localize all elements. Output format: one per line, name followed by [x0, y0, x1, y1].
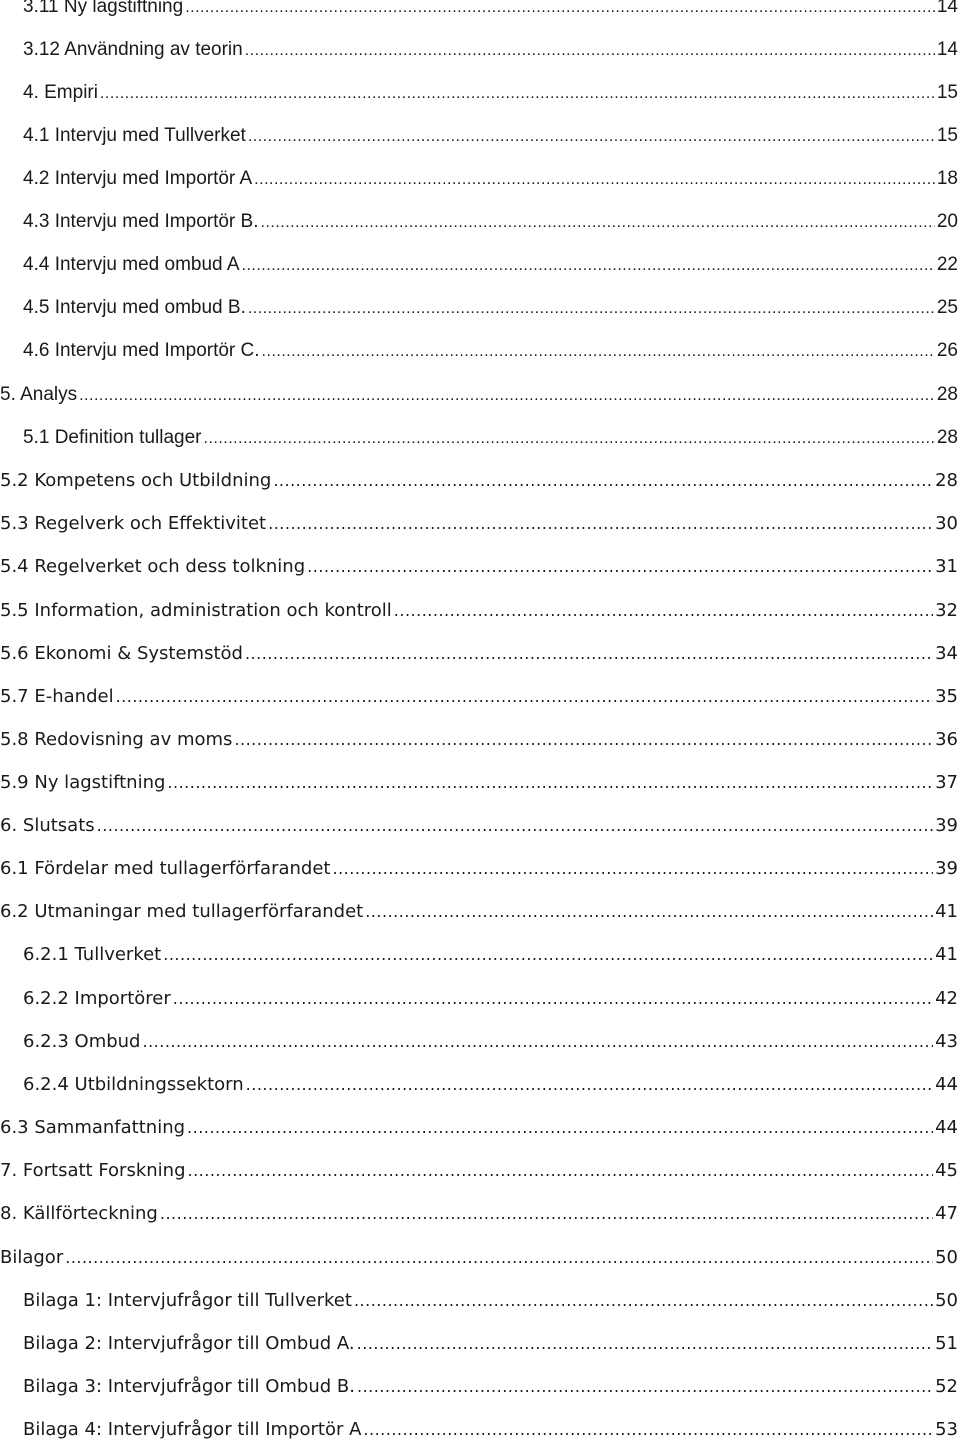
toc-leader-dots	[354, 1291, 933, 1310]
toc-page-number: 39	[935, 815, 958, 836]
toc-entry[interactable]	[0, 556, 960, 586]
toc-leader-dots	[167, 773, 933, 792]
toc-entry-label: 7. Fortsatt Forskning	[0, 1160, 186, 1181]
toc-page-number: 41	[935, 901, 958, 922]
toc-page-number: 28	[936, 427, 958, 448]
toc-page-number: 43	[935, 1031, 958, 1052]
toc-entry[interactable]	[0, 125, 960, 155]
toc-entry[interactable]	[0, 297, 960, 327]
toc-entry[interactable]	[0, 254, 960, 284]
toc-page-number: 34	[935, 643, 958, 664]
toc-leader-dots	[262, 343, 935, 361]
toc-leader-dots	[357, 1334, 933, 1353]
toc-page-number: 20	[936, 211, 958, 232]
toc-entry-label: 6.2 Utmaningar med tullagerförfarandet	[0, 901, 364, 922]
toc-entry-label: 6.2.3 Ombud	[23, 1031, 141, 1052]
toc-entry-label: 4.6 Intervju med Importör C.	[23, 340, 260, 361]
toc-entry-label: 4.2 Intervju med Importör A	[23, 168, 253, 189]
toc-page-number: 37	[935, 772, 958, 793]
toc-entry-label: 5. Analys	[0, 384, 78, 405]
toc-entry[interactable]	[0, 1074, 960, 1104]
toc-page-number: 32	[935, 600, 958, 621]
toc-entry-label: 5.1 Definition tullager	[23, 427, 202, 448]
toc-entry-label: 8. Källförteckning	[0, 1203, 158, 1224]
toc-leader-dots	[100, 85, 935, 103]
toc-page-number: 26	[936, 340, 958, 361]
toc-page-number: 35	[935, 686, 958, 707]
toc-entry-label: 6.3 Sammanfattning	[0, 1117, 186, 1138]
toc-page-number: 14	[936, 0, 958, 17]
toc-page-number: 41	[935, 944, 958, 965]
toc-leader-dots	[185, 0, 935, 17]
toc-entry[interactable]	[0, 39, 960, 69]
toc-entry-label: Bilaga 3: Intervjufrågor till Ombud B.	[23, 1376, 355, 1397]
toc-leader-dots	[97, 816, 933, 835]
toc-entry[interactable]	[0, 1290, 960, 1320]
toc-entry-label: 3.11 Ny lagstiftning	[23, 0, 184, 17]
toc-leader-dots	[248, 128, 935, 146]
toc-entry[interactable]	[0, 729, 960, 759]
toc-leader-dots	[332, 859, 933, 878]
toc-entry[interactable]	[0, 686, 960, 716]
toc-page-number: 30	[935, 513, 958, 534]
toc-leader-dots	[188, 1161, 934, 1180]
toc-entry[interactable]	[0, 1117, 960, 1147]
toc-leader-dots	[268, 514, 933, 533]
toc-entry[interactable]	[0, 1333, 960, 1363]
toc-entry[interactable]	[0, 513, 960, 543]
toc-entry-label: 4.1 Intervju med Tullverket	[23, 125, 246, 146]
toc-entry-label: 4.4 Intervju med ombud A	[23, 254, 240, 275]
toc-entry-label: 5.2 Kompetens och Utbildning	[0, 470, 272, 491]
toc-entry[interactable]	[0, 815, 960, 845]
toc-leader-dots	[79, 387, 935, 405]
toc-page-number: 52	[935, 1376, 958, 1397]
toc-entry[interactable]	[0, 988, 960, 1018]
toc-entry[interactable]	[0, 1419, 960, 1449]
toc-leader-dots	[160, 1204, 933, 1223]
toc-entry-label: 6. Slutsats	[0, 815, 95, 836]
toc-leader-dots	[163, 945, 933, 964]
toc-leader-dots	[245, 644, 933, 663]
toc-page-number: 47	[935, 1203, 958, 1224]
toc-entry-label: 6.2.4 Utbildningssektorn	[23, 1074, 244, 1095]
toc-entry[interactable]	[0, 211, 960, 241]
toc-entry-label: 4.3 Intervju med Importör B.	[23, 211, 259, 232]
toc-entry[interactable]	[0, 168, 960, 198]
toc-page-number: 15	[936, 125, 958, 146]
toc-leader-dots	[273, 471, 933, 490]
toc-leader-dots	[142, 1032, 933, 1051]
toc-leader-dots	[173, 989, 933, 1008]
toc-entry[interactable]	[0, 1376, 960, 1406]
toc-entry-label: 5.7 E-handel	[0, 686, 114, 707]
toc-entry-label: 5.6 Ekonomi & Systemstöd	[0, 643, 243, 664]
toc-entry-label: 6.2.1 Tullverket	[23, 944, 162, 965]
toc-entry[interactable]	[0, 643, 960, 673]
toc-entry[interactable]	[0, 1031, 960, 1061]
toc-leader-dots	[242, 257, 935, 275]
toc-page-number: 42	[935, 988, 958, 1009]
toc-leader-dots	[187, 1118, 933, 1137]
toc-entry[interactable]	[0, 944, 960, 974]
toc-leader-dots	[248, 300, 935, 318]
toc-page-number: 50	[935, 1290, 958, 1311]
toc-entry-label: Bilagor	[0, 1247, 64, 1268]
toc-entry-label: 5.9 Ny lagstiftning	[0, 772, 166, 793]
toc-leader-dots	[357, 1377, 933, 1396]
toc-entry-label: 5.8 Redovisning av moms	[0, 729, 233, 750]
toc-page-number: 25	[936, 297, 958, 318]
toc-page-number: 18	[936, 168, 958, 189]
toc-leader-dots	[246, 1075, 933, 1094]
toc-page-number: 45	[935, 1160, 958, 1181]
toc-leader-dots	[65, 1248, 933, 1267]
toc-leader-dots	[365, 902, 933, 921]
toc-page-number: 28	[936, 384, 958, 405]
toc-leader-dots	[234, 730, 933, 749]
toc-entry-label: 3.12 Användning av teorin	[23, 39, 243, 60]
toc-page-number: 31	[935, 556, 958, 577]
toc-page-number: 53	[935, 1419, 958, 1440]
toc-entry[interactable]	[0, 0, 960, 26]
toc-entry[interactable]	[0, 1160, 960, 1190]
toc-page-number: 14	[936, 39, 958, 60]
toc-entry[interactable]	[0, 1247, 960, 1277]
toc-entry[interactable]	[0, 1203, 960, 1233]
toc-leader-dots	[204, 430, 935, 448]
toc-entry-label: 4. Empiri	[23, 82, 98, 103]
toc-entry-label: Bilaga 4: Intervjufrågor till Importör A	[23, 1419, 362, 1440]
toc-entry-label: 4.5 Intervju med ombud B.	[23, 297, 246, 318]
toc-page-number: 36	[935, 729, 958, 750]
toc-page-number: 15	[936, 82, 958, 103]
toc-leader-dots	[363, 1420, 933, 1439]
toc-entry-label: Bilaga 2: Intervjufrågor till Ombud A.	[23, 1333, 355, 1354]
toc-page-number: 39	[935, 858, 958, 879]
toc-entry-label: 6.2.2 Importörer	[23, 988, 171, 1009]
toc-leader-dots	[245, 42, 935, 60]
toc-entry[interactable]	[0, 772, 960, 802]
toc-leader-dots	[261, 214, 935, 232]
toc-page-number: 22	[936, 254, 958, 275]
toc-leader-dots	[116, 687, 934, 706]
toc-entry[interactable]	[0, 427, 960, 457]
toc-leader-dots	[307, 557, 933, 576]
toc-entry-label: 5.5 Information, administration och kontroll	[0, 600, 392, 621]
toc-entry[interactable]	[0, 858, 960, 888]
toc-entry[interactable]	[0, 340, 960, 370]
toc-page-number: 44	[935, 1074, 958, 1095]
toc-page-number: 28	[935, 470, 958, 491]
toc-entry[interactable]	[0, 82, 960, 112]
toc-page-number: 50	[935, 1247, 958, 1268]
toc-entry-label: 5.4 Regelverket och dess tolkning	[0, 556, 306, 577]
toc-entry[interactable]	[0, 470, 960, 500]
toc-page-number: 44	[935, 1117, 958, 1138]
toc-entry-label: Bilaga 1: Intervjufrågor till Tullverket	[23, 1290, 352, 1311]
toc-page-number: 51	[935, 1333, 958, 1354]
toc-entry[interactable]	[0, 901, 960, 931]
toc-entry-label: 6.1 Fördelar med tullagerförfarandet	[0, 858, 331, 879]
toc-entry[interactable]	[0, 600, 960, 630]
toc-entry-label: 5.3 Regelverk och Effektivitet	[0, 513, 267, 534]
toc-leader-dots	[394, 601, 933, 620]
toc-leader-dots	[254, 171, 935, 189]
toc-entry[interactable]	[0, 384, 960, 414]
